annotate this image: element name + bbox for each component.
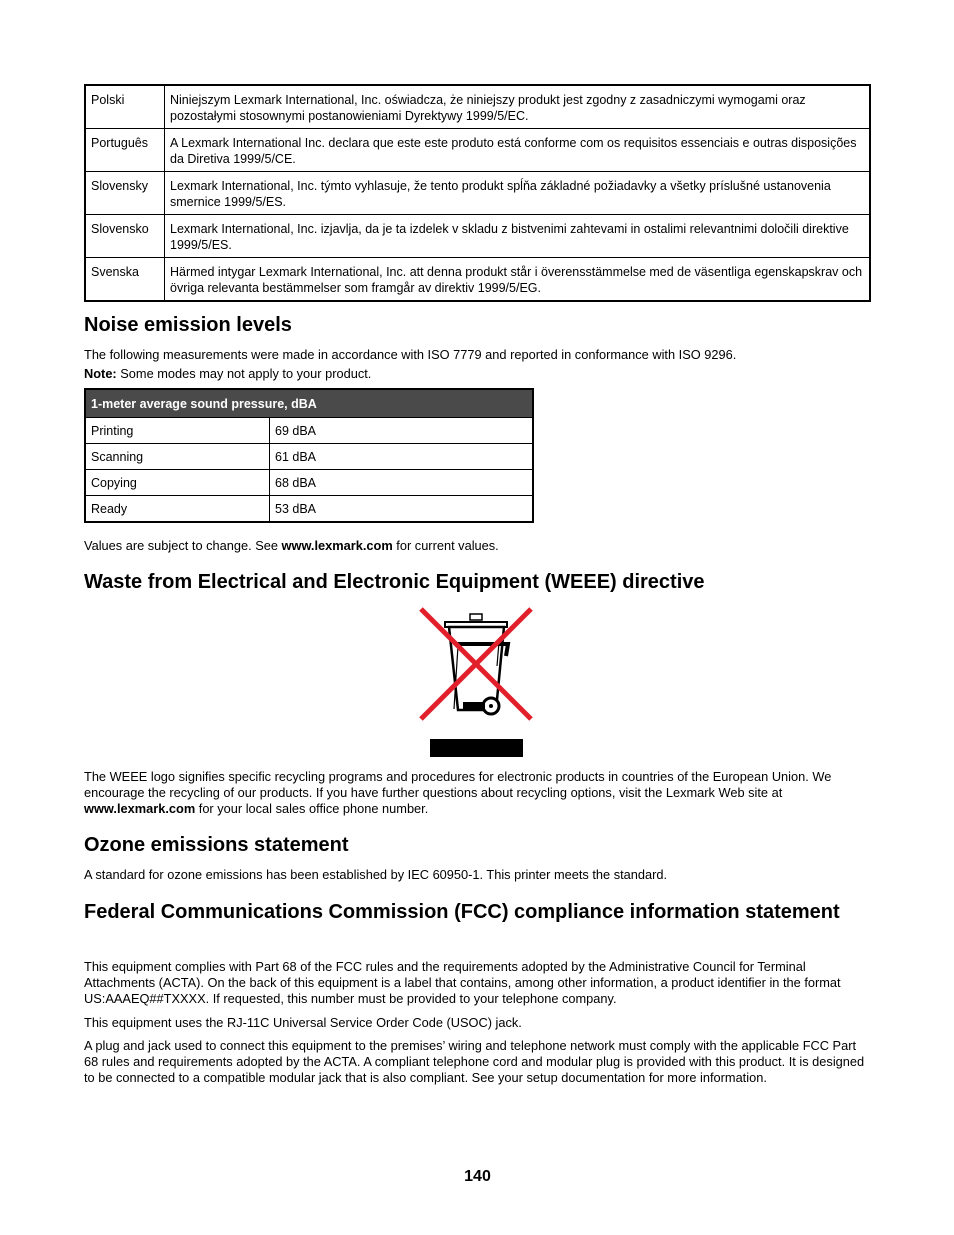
declaration-language: Português <box>85 129 165 172</box>
weee-crossed-bin-icon <box>418 606 538 758</box>
declaration-language: Polski <box>85 85 165 129</box>
declaration-text: Niniejszym Lexmark International, Inc. oświadcza, że niniejszy produkt jest zgodny z zasadniczymi wymogami oraz pozostałymi stosownymi postanowieniami Dyrektywy 1999/5/EC. <box>165 85 871 129</box>
declaration-row <box>85 172 870 215</box>
declaration-text: A Lexmark International Inc. declara que este este produto está conforme com os requisitos essenciais e outras disposições da Diretiva 1999/5/CE. <box>165 129 871 172</box>
noise-mode: Printing <box>85 418 270 444</box>
declaration-table <box>84 84 871 302</box>
declaration-row <box>85 215 870 258</box>
weee-heading: Waste from Electrical and Electronic Equipment (WEEE) directive <box>84 571 705 593</box>
declaration-row <box>85 85 870 129</box>
values-pre: Values are subject to change. See <box>84 538 282 553</box>
declaration-text: Lexmark International, Inc. týmto vyhlasuje, že tento produkt spĺňa základné požiadavky a všetky príslušné ustanovenia smernice 1999/5/ES. <box>165 172 871 215</box>
noise-value: 53 dBA <box>270 496 534 523</box>
noise-value: 68 dBA <box>270 470 534 496</box>
note-label: Note: <box>84 366 117 381</box>
noise-mode: Ready <box>85 496 270 523</box>
noise-value: 61 dBA <box>270 444 534 470</box>
noise-table-header: 1-meter average sound pressure, dBA <box>85 389 533 418</box>
declaration-text: Härmed intygar Lexmark International, Inc. att denna produkt står i överensstämmelse med de väsentliga egenskapskrav och övriga relevanta bestämmelser som framgår av direktiv 1999/5/EG. <box>165 258 871 302</box>
weee-black-bar <box>430 739 523 757</box>
noise-row <box>85 444 533 470</box>
noise-table <box>84 388 534 523</box>
noise-heading: Noise emission levels <box>84 314 292 336</box>
fcc-paragraph-3: A plug and jack used to connect this equipment to the premises’ wiring and telephone network must comply with the applicable FCC Part 68 rules and requirements adopted by the ACTA. A compliant telephone cord and modular plug is provided with this product. It is designed to be connected to a compatible modular jack that is also compliant. See your setup documentation for more information. <box>84 1038 865 1085</box>
noise-mode: Copying <box>85 470 270 496</box>
noise-note <box>84 366 871 382</box>
note-text: Some modes may not apply to your product. <box>116 366 372 381</box>
noise-row <box>85 470 533 496</box>
noise-mode: Scanning <box>85 444 270 470</box>
declaration-language: Slovensko <box>85 215 165 258</box>
lexmark-link[interactable]: www.lexmark.com <box>281 538 393 553</box>
declaration-text: Lexmark International, Inc. izjavlja, da je ta izdelek v skladu z bistvenimi zahtevami in ostalimi relevantnimi določili direktive 1999/5/ES. <box>165 215 871 258</box>
noise-intro: The following measurements were made in accordance with ISO 7779 and reported in conformance with ISO 9296. <box>84 347 737 362</box>
noise-value: 69 dBA <box>270 418 534 444</box>
weee-p-pre: The WEEE logo signifies specific recycling programs and procedures for electronic products in countries of the European Union. We encourage the recycling of our products. If you have further questions about recycling options, visit the Lexmark Web site at <box>84 769 832 800</box>
ozone-heading: Ozone emissions statement <box>84 834 349 856</box>
page-number: 140 <box>464 1168 491 1185</box>
weee-paragraph <box>84 769 871 817</box>
declaration-language: Svenska <box>85 258 165 302</box>
declaration-language: Slovensky <box>85 172 165 215</box>
weee-p-post: for your local sales office phone number. <box>195 801 429 816</box>
noise-row <box>85 496 533 523</box>
declaration-row <box>85 258 870 302</box>
values-note <box>84 538 871 554</box>
fcc-heading: Federal Communications Commission (FCC) compliance information statement <box>84 901 840 923</box>
noise-row <box>85 418 533 444</box>
fcc-paragraph-2: This equipment uses the RJ-11C Universal Service Order Code (USOC) jack. <box>84 1015 522 1030</box>
declaration-row <box>85 129 870 172</box>
weee-lexmark-link[interactable]: www.lexmark.com <box>84 801 196 816</box>
fcc-paragraph-1: This equipment complies with Part 68 of the FCC rules and the requirements adopted by the Administrative Council for Terminal Attachments (ACTA). On the back of this equipment is a label that contains, among other information, a product identifier in the format US:AAAEQ##TXXXX. If requested, this number must be provided to your telephone company. <box>84 959 841 1006</box>
values-post: for current values. <box>392 538 499 553</box>
ozone-text: A standard for ozone emissions has been established by IEC 60950-1. This printer meets the standard. <box>84 867 668 882</box>
